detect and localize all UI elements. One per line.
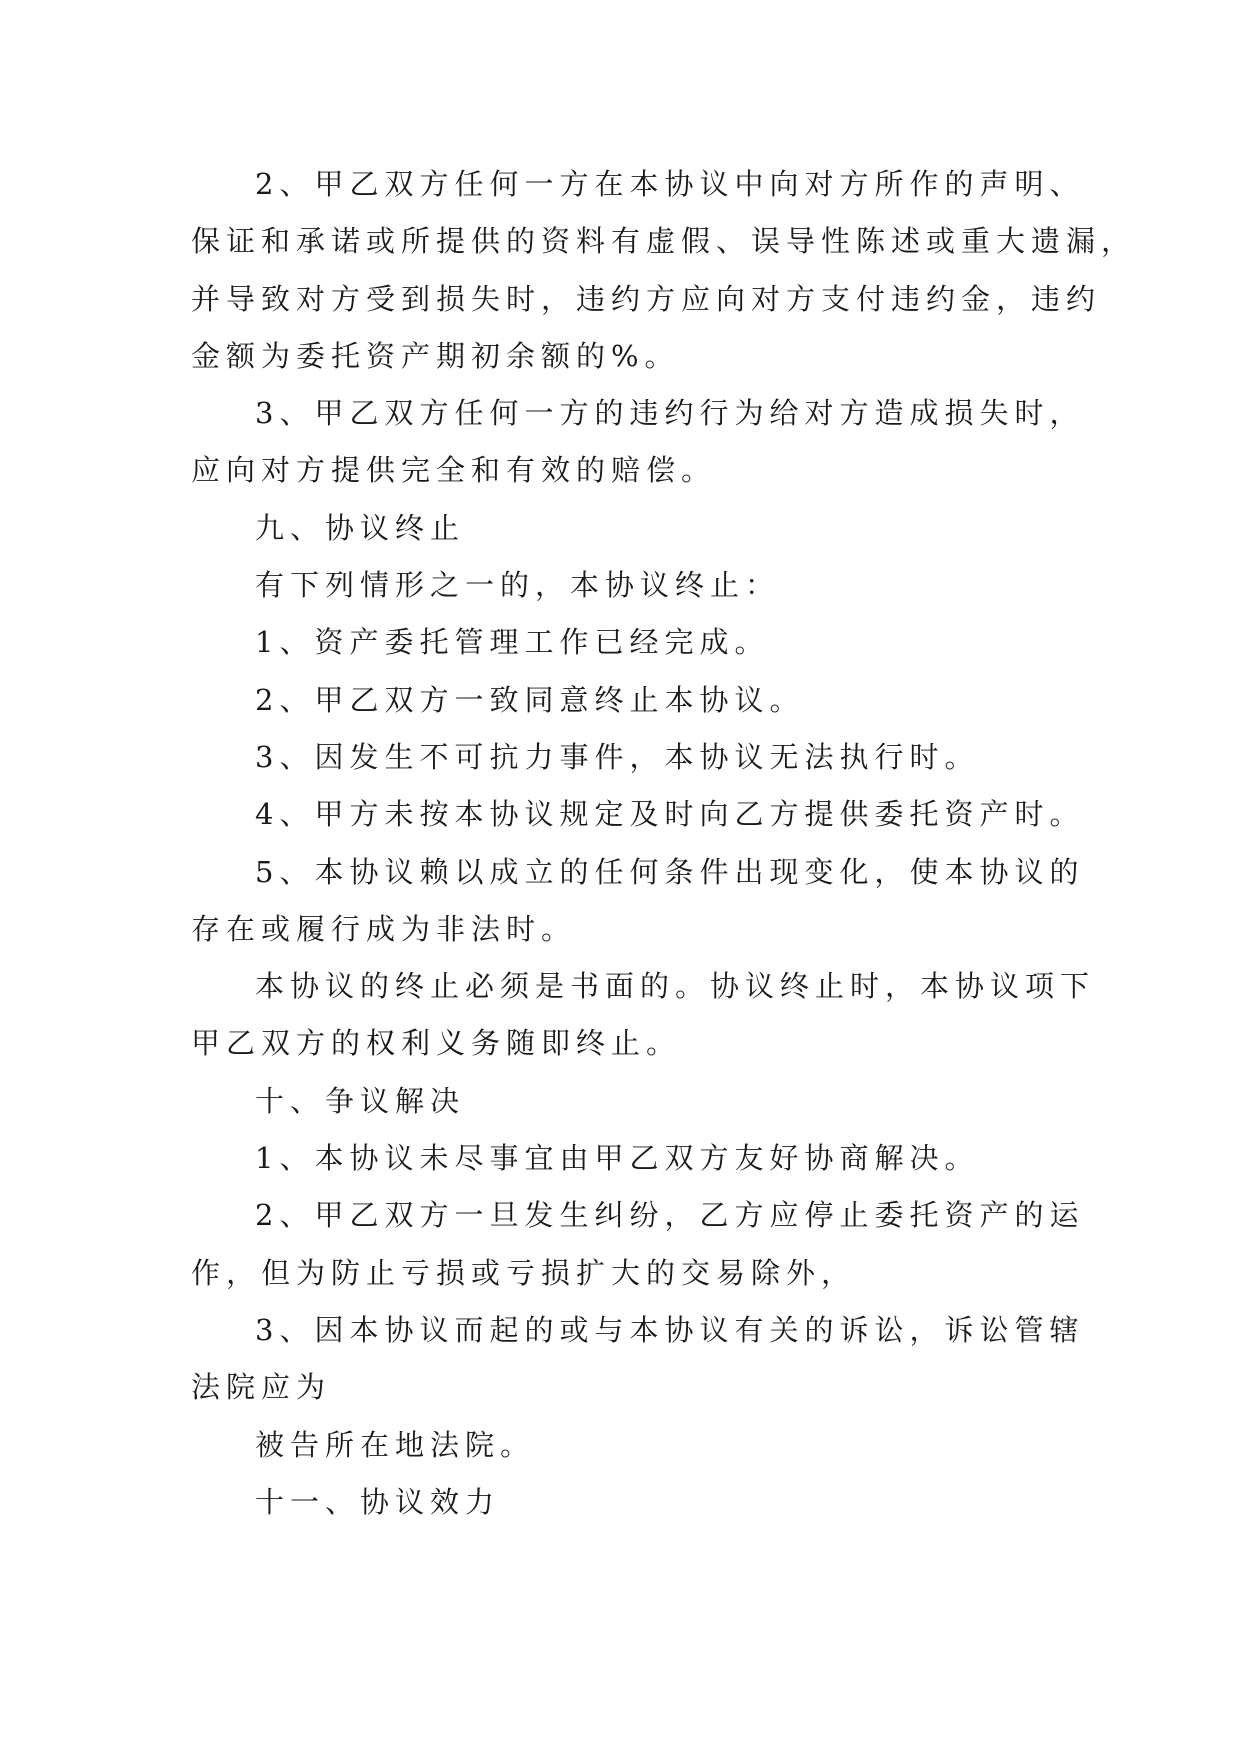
clause-9-5-line-2: 存在或履行成为非法时。	[191, 911, 577, 946]
clause-10-2-line-2: 作，但为防止亏损或亏损扩大的交易除外，	[191, 1255, 857, 1290]
clause-8-3-line-1: 3、甲乙双方任何一方的违约行为给对方造成损失时，	[255, 396, 1085, 431]
clause-8-2-line-1: 2、甲乙双方任何一方在本协议中向对方所作的声明、	[255, 167, 1085, 201]
section-9-heading: 九、协议终止	[255, 510, 466, 545]
clause-9-3: 3、因发生不可抗力事件，本协议无法执行时。	[255, 739, 980, 774]
clause-10-2-line-1: 2、甲乙双方一旦发生纠纷，乙方应停止委托资产的运	[255, 1198, 1085, 1233]
clause-8-2-line-4: 金额为委托资产期初余额的%。	[191, 338, 680, 373]
clause-9-1: 1、资产委托管理工作已经完成。	[255, 625, 770, 660]
section-9-note-line-2: 甲乙双方的权利义务随即终止。	[191, 1026, 682, 1061]
clause-8-2-line-2: 保证和承诺或所提供的资料有虚假、误导性陈述或重大遗漏，	[191, 224, 1137, 259]
clause-10-3-line-3: 被告所在地法院。	[255, 1427, 536, 1462]
clause-10-3-line-2: 法院应为	[191, 1370, 332, 1405]
section-10-heading: 十、争议解决	[255, 1083, 466, 1118]
clause-9-2: 2、甲乙双方一致同意终止本协议。	[255, 682, 805, 717]
clause-9-5-line-1: 5、本协议赖以成立的任何条件出现变化，使本协议的	[255, 854, 1085, 889]
clause-8-3-line-2: 应向对方提供完全和有效的赔偿。	[191, 453, 717, 488]
section-9-note-line-1: 本协议的终止必须是书面的。协议终止时，本协议项下	[255, 969, 1096, 1004]
section-9-intro: 有下列情形之一的，本协议终止：	[255, 568, 781, 603]
document-body	[191, 156, 1137, 1531]
clause-10-1: 1、本协议未尽事宜由甲乙双方友好协商解决。	[255, 1141, 980, 1176]
section-11-heading: 十一、协议效力	[255, 1484, 501, 1519]
clause-8-2-line-3: 并导致对方受到损失时，违约方应向对方支付违约金，违约	[191, 281, 1102, 316]
clause-10-3-line-1: 3、因本协议而起的或与本协议有关的诉讼，诉讼管辖	[255, 1312, 1085, 1347]
clause-9-4: 4、甲方未按本协议规定及时向乙方提供委托资产时。	[255, 797, 1085, 832]
